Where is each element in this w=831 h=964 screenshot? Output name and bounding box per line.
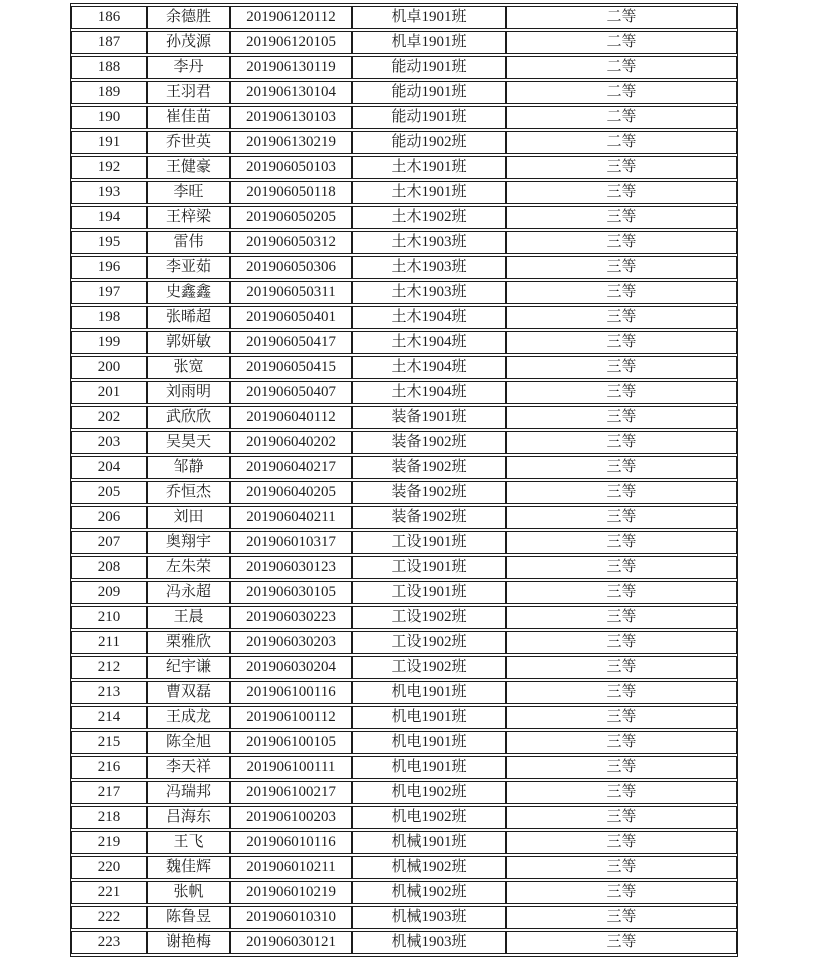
class-cell: 能动1901班 [352,81,506,104]
row-number-cell: 212 [71,656,147,679]
row-number-cell: 204 [71,456,147,479]
row-number-cell: 189 [71,81,147,104]
student-id-cell: 201906120112 [230,6,352,29]
name-cell: 栗雅欣 [147,631,230,654]
class-cell: 机械1902班 [352,881,506,904]
row-number-cell: 211 [71,631,147,654]
name-cell: 张帆 [147,881,230,904]
row-number-cell: 223 [71,931,147,954]
table-row [71,756,737,779]
class-cell: 机电1901班 [352,706,506,729]
name-cell: 崔佳苗 [147,106,230,129]
table-row [71,906,737,929]
name-cell: 吴昊天 [147,431,230,454]
class-cell: 机卓1901班 [352,6,506,29]
row-number-cell: 222 [71,906,147,929]
award-cell: 三等 [506,556,737,579]
row-number-cell: 188 [71,56,147,79]
table-row [71,556,737,579]
award-roster-table [70,3,738,957]
name-cell: 谢艳梅 [147,931,230,954]
class-cell: 机械1901班 [352,831,506,854]
name-cell: 王健豪 [147,156,230,179]
student-id-cell: 201906010317 [230,531,352,554]
table-row [71,706,737,729]
name-cell: 乔恒杰 [147,481,230,504]
award-cell: 三等 [506,681,737,704]
table-row [71,806,737,829]
name-cell: 陈全旭 [147,731,230,754]
table-row [71,631,737,654]
row-number-cell: 209 [71,581,147,604]
class-cell: 工设1902班 [352,631,506,654]
award-cell: 三等 [506,231,737,254]
class-cell: 装备1901班 [352,406,506,429]
student-id-cell: 201906050407 [230,381,352,404]
student-id-cell: 201906010219 [230,881,352,904]
table-row [71,931,737,954]
class-cell: 土木1901班 [352,156,506,179]
row-number-cell: 198 [71,306,147,329]
table-row [71,256,737,279]
name-cell: 李亚茹 [147,256,230,279]
award-cell: 三等 [506,706,737,729]
row-number-cell: 186 [71,6,147,29]
class-cell: 土木1901班 [352,181,506,204]
award-cell: 三等 [506,181,737,204]
row-number-cell: 202 [71,406,147,429]
row-number-cell: 207 [71,531,147,554]
award-cell: 三等 [506,156,737,179]
table-row [71,581,737,604]
name-cell: 雷伟 [147,231,230,254]
class-cell: 土木1904班 [352,381,506,404]
award-cell: 三等 [506,631,737,654]
row-number-cell: 213 [71,681,147,704]
student-id-cell: 201906050311 [230,281,352,304]
award-cell: 三等 [506,406,737,429]
award-cell: 三等 [506,606,737,629]
class-cell: 能动1901班 [352,56,506,79]
table-row [71,106,737,129]
table-row [71,481,737,504]
student-id-cell: 201906030223 [230,606,352,629]
name-cell: 乔世英 [147,131,230,154]
award-cell: 三等 [506,656,737,679]
table-row [71,331,737,354]
class-cell: 工设1902班 [352,656,506,679]
class-cell: 土木1903班 [352,281,506,304]
student-id-cell: 201906100203 [230,806,352,829]
table-row [71,531,737,554]
class-cell: 机卓1901班 [352,31,506,54]
row-number-cell: 215 [71,731,147,754]
student-id-cell: 201906130219 [230,131,352,154]
table-row [71,506,737,529]
class-cell: 土木1903班 [352,231,506,254]
student-id-cell: 201906100217 [230,781,352,804]
student-id-cell: 201906040112 [230,406,352,429]
row-number-cell: 217 [71,781,147,804]
award-cell: 三等 [506,331,737,354]
class-cell: 装备1902班 [352,456,506,479]
award-cell: 三等 [506,831,737,854]
row-number-cell: 201 [71,381,147,404]
student-id-cell: 201906100116 [230,681,352,704]
row-number-cell: 214 [71,706,147,729]
class-cell: 装备1902班 [352,431,506,454]
table-row [71,131,737,154]
award-cell: 三等 [506,381,737,404]
class-cell: 机电1901班 [352,681,506,704]
row-number-cell: 190 [71,106,147,129]
student-id-cell: 201906050415 [230,356,352,379]
student-id-cell: 201906030121 [230,931,352,954]
row-number-cell: 194 [71,206,147,229]
table-row [71,781,737,804]
student-id-cell: 201906050312 [230,231,352,254]
class-cell: 土木1902班 [352,206,506,229]
award-cell: 三等 [506,431,737,454]
name-cell: 张晞超 [147,306,230,329]
name-cell: 邹静 [147,456,230,479]
class-cell: 能动1901班 [352,106,506,129]
student-id-cell: 201906030203 [230,631,352,654]
class-cell: 工设1901班 [352,531,506,554]
name-cell: 王梓梁 [147,206,230,229]
class-cell: 土木1903班 [352,256,506,279]
table-row [71,731,737,754]
row-number-cell: 196 [71,256,147,279]
award-cell: 三等 [506,581,737,604]
award-cell: 三等 [506,456,737,479]
name-cell: 刘田 [147,506,230,529]
table-row [71,206,737,229]
name-cell: 王羽君 [147,81,230,104]
student-id-cell: 201906040211 [230,506,352,529]
award-cell: 三等 [506,206,737,229]
award-cell: 二等 [506,131,737,154]
student-id-cell: 201906100105 [230,731,352,754]
student-id-cell: 201906030105 [230,581,352,604]
award-cell: 三等 [506,531,737,554]
award-cell: 二等 [506,56,737,79]
row-number-cell: 220 [71,856,147,879]
award-cell: 三等 [506,781,737,804]
table-row [71,431,737,454]
name-cell: 李天祥 [147,756,230,779]
student-id-cell: 201906040202 [230,431,352,454]
name-cell: 刘雨明 [147,381,230,404]
row-number-cell: 208 [71,556,147,579]
row-number-cell: 199 [71,331,147,354]
award-cell: 三等 [506,306,737,329]
table-row [71,31,737,54]
row-number-cell: 219 [71,831,147,854]
class-cell: 机械1903班 [352,906,506,929]
name-cell: 吕海东 [147,806,230,829]
award-cell: 二等 [506,6,737,29]
student-id-cell: 201906130119 [230,56,352,79]
name-cell: 孙茂源 [147,31,230,54]
row-number-cell: 216 [71,756,147,779]
class-cell: 工设1902班 [352,606,506,629]
class-cell: 装备1902班 [352,481,506,504]
class-cell: 机电1901班 [352,756,506,779]
table-row [71,831,737,854]
row-number-cell: 187 [71,31,147,54]
name-cell: 左朱荣 [147,556,230,579]
student-id-cell: 201906050118 [230,181,352,204]
class-cell: 机电1901班 [352,731,506,754]
student-id-cell: 201906050417 [230,331,352,354]
class-cell: 土木1904班 [352,331,506,354]
award-cell: 二等 [506,106,737,129]
class-cell: 机电1902班 [352,781,506,804]
row-number-cell: 218 [71,806,147,829]
class-cell: 工设1901班 [352,581,506,604]
student-id-cell: 201906010310 [230,906,352,929]
name-cell: 冯瑞邦 [147,781,230,804]
class-cell: 机械1903班 [352,931,506,954]
student-id-cell: 201906040205 [230,481,352,504]
student-id-cell: 201906030204 [230,656,352,679]
student-id-cell: 201906120105 [230,31,352,54]
name-cell: 张宽 [147,356,230,379]
student-id-cell: 201906050103 [230,156,352,179]
award-cell: 三等 [506,756,737,779]
student-id-cell: 201906130104 [230,81,352,104]
student-id-cell: 201906010116 [230,831,352,854]
class-cell: 能动1902班 [352,131,506,154]
row-number-cell: 210 [71,606,147,629]
name-cell: 王飞 [147,831,230,854]
row-number-cell: 205 [71,481,147,504]
award-cell: 二等 [506,31,737,54]
student-id-cell: 201906010211 [230,856,352,879]
row-number-cell: 197 [71,281,147,304]
class-cell: 装备1902班 [352,506,506,529]
award-cell: 三等 [506,906,737,929]
table-row [71,406,737,429]
student-id-cell: 201906100112 [230,706,352,729]
row-number-cell: 206 [71,506,147,529]
row-number-cell: 192 [71,156,147,179]
table-row [71,381,737,404]
table-row [71,456,737,479]
award-cell: 三等 [506,881,737,904]
table-row [71,231,737,254]
name-cell: 王晨 [147,606,230,629]
award-cell: 三等 [506,931,737,954]
name-cell: 奥翔宇 [147,531,230,554]
award-cell: 二等 [506,81,737,104]
table-row [71,81,737,104]
award-cell: 三等 [506,506,737,529]
name-cell: 李旺 [147,181,230,204]
award-cell: 三等 [506,256,737,279]
class-cell: 机电1902班 [352,806,506,829]
name-cell: 史鑫鑫 [147,281,230,304]
student-id-cell: 201906030123 [230,556,352,579]
award-cell: 三等 [506,281,737,304]
award-cell: 三等 [506,481,737,504]
table-row [71,156,737,179]
table-row [71,6,737,29]
table-row [71,306,737,329]
table-row [71,281,737,304]
student-id-cell: 201906040217 [230,456,352,479]
row-number-cell: 203 [71,431,147,454]
award-cell: 三等 [506,356,737,379]
name-cell: 曹双磊 [147,681,230,704]
row-number-cell: 195 [71,231,147,254]
student-id-cell: 201906050306 [230,256,352,279]
row-number-cell: 221 [71,881,147,904]
student-id-cell: 201906130103 [230,106,352,129]
class-cell: 机械1902班 [352,856,506,879]
class-cell: 土木1904班 [352,306,506,329]
student-id-cell: 201906100111 [230,756,352,779]
name-cell: 武欣欣 [147,406,230,429]
name-cell: 余德胜 [147,6,230,29]
name-cell: 李丹 [147,56,230,79]
row-number-cell: 200 [71,356,147,379]
award-cell: 三等 [506,856,737,879]
table-row [71,606,737,629]
class-cell: 土木1904班 [352,356,506,379]
student-id-cell: 201906050205 [230,206,352,229]
student-id-cell: 201906050401 [230,306,352,329]
table-row [71,681,737,704]
name-cell: 魏佳辉 [147,856,230,879]
name-cell: 陈鲁昱 [147,906,230,929]
name-cell: 冯永超 [147,581,230,604]
table-row [71,656,737,679]
table-row [71,356,737,379]
award-cell: 三等 [506,806,737,829]
table-row [71,881,737,904]
name-cell: 王成龙 [147,706,230,729]
roster-tbody [71,6,737,954]
row-number-cell: 193 [71,181,147,204]
class-cell: 工设1901班 [352,556,506,579]
row-number-cell: 191 [71,131,147,154]
table-row [71,181,737,204]
award-cell: 三等 [506,731,737,754]
table-row [71,856,737,879]
name-cell: 纪宇谦 [147,656,230,679]
name-cell: 郭妍敏 [147,331,230,354]
table-row [71,56,737,79]
